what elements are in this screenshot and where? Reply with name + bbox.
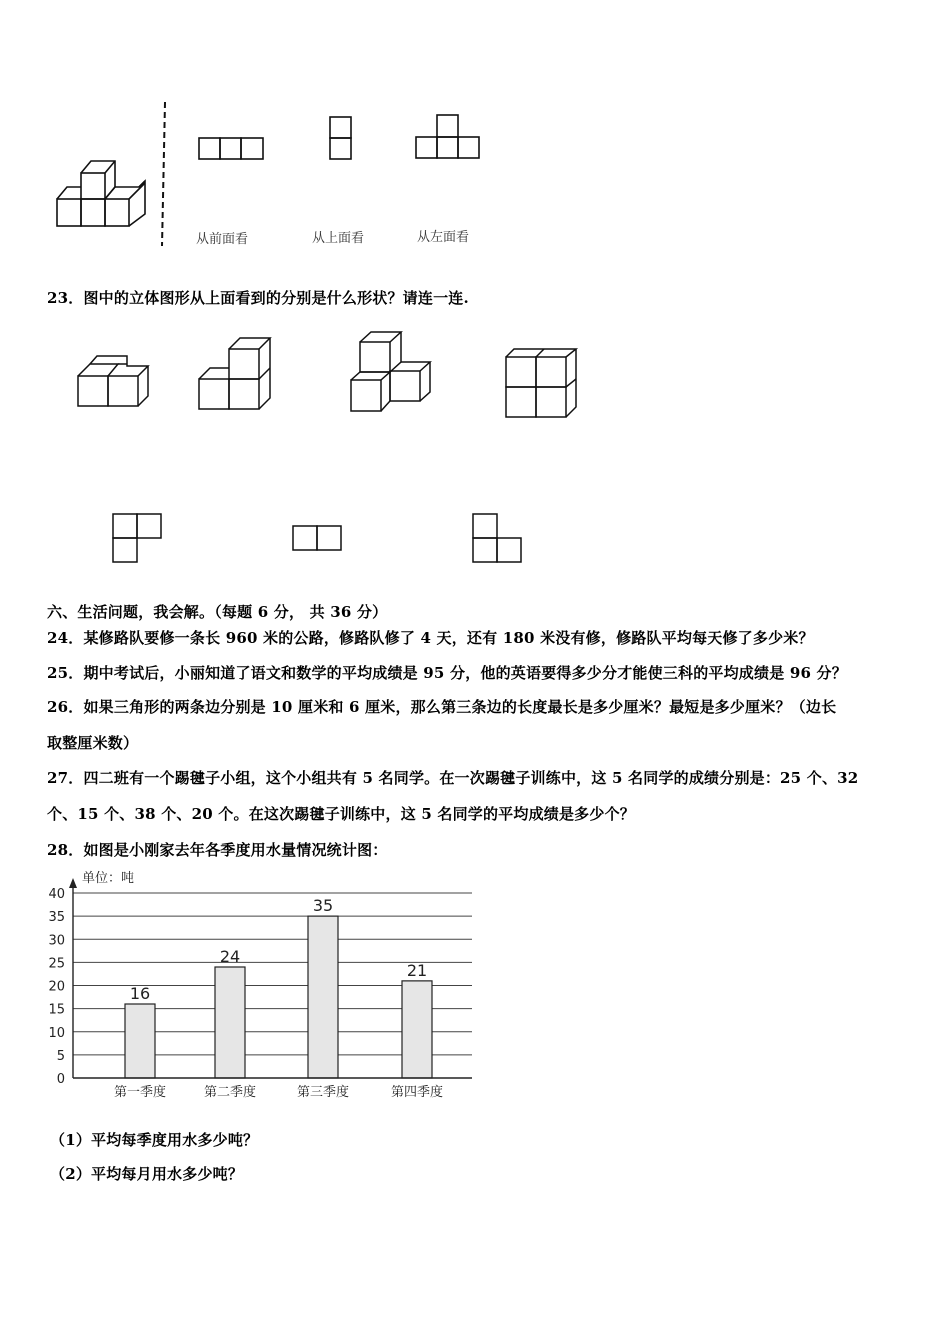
chart-data-labels <box>130 896 427 1003</box>
y-tick-label: 25 <box>48 956 65 972</box>
x-category-4: 第四季度 <box>390 1085 444 1100</box>
bar-4 <box>402 981 432 1078</box>
y-tick-label: 5 <box>56 1048 65 1064</box>
question-23: 23．图中的立体图形从上面看到的分别是什么形状？请连一连. <box>47 289 469 307</box>
chart-bars <box>125 916 432 1078</box>
view-label-top: 从上面看 <box>312 231 365 246</box>
question-28: 28．如图是小刚家去年各季度用水量情况统计图： <box>47 841 388 859</box>
question-26-line-1: 26．如果三角形的两条边分别是 10 厘米和 6 厘米，那么第三条边的长度最长是多少厘米？最短是多少厘米？（边长 <box>47 698 837 716</box>
x-category-2: 第二季度 <box>203 1085 257 1100</box>
chart-unit-label: 单位：吨 <box>82 871 135 886</box>
bar-3 <box>308 916 338 1078</box>
y-tick-label: 10 <box>48 1025 65 1041</box>
question-28-part-1: （1）平均每季度用水多少吨？ <box>50 1131 259 1149</box>
x-category-3: 第三季度 <box>296 1085 350 1100</box>
chart-y-axis-arrow <box>69 878 77 888</box>
question-24: 24．某修路队要修一条长 960 米的公路，修路队修了 4 天，还有 180 米没有修，修路队平均每天修了多少米？ <box>47 629 814 647</box>
chart-y-tick-labels <box>48 887 65 1087</box>
y-tick-label: 30 <box>48 933 65 949</box>
question-25: 25．期中考试后，小丽知道了语文和数学的平均成绩是 95 分，他的英语要得多少分才能使三科的平均成绩是 96 分？ <box>47 664 847 682</box>
section-6-heading: 六、生活问题，我会解。（每题 6 分， 共 36 分） <box>47 603 388 621</box>
question-28-part-2: （2）平均每月用水多少吨？ <box>50 1165 244 1183</box>
data-label-3: 35 <box>312 896 334 916</box>
view-label-front: 从前面看 <box>196 232 249 247</box>
x-category-1: 第一季度 <box>113 1085 167 1100</box>
data-label-2: 24 <box>219 947 241 966</box>
bar-2 <box>215 967 245 1078</box>
question-27-line-1: 27．四二班有一个踢毽子小组，这个小组共有 5 名同学。在一次踢毽子训练中，这 5 名同学的成绩分别是：25 个、32 <box>47 769 859 787</box>
y-tick-label: 35 <box>48 910 65 926</box>
y-tick-label: 0 <box>56 1072 65 1087</box>
data-label-4: 21 <box>406 960 428 980</box>
question-26-line-2: 取整厘米数） <box>47 734 139 752</box>
y-tick-label: 15 <box>48 1002 65 1018</box>
chart-x-categories <box>114 1084 443 1100</box>
y-tick-label: 20 <box>48 979 65 995</box>
y-tick-label: 40 <box>48 887 65 902</box>
bar-1 <box>125 1004 155 1078</box>
view-label-left: 从左面看 <box>417 230 470 245</box>
data-label-1: 16 <box>129 984 151 1003</box>
question-27-line-2: 个、15 个、38 个、20 个。在这次踢毽子训练中，这 5 名同学的平均成绩是多少个？ <box>47 805 635 823</box>
